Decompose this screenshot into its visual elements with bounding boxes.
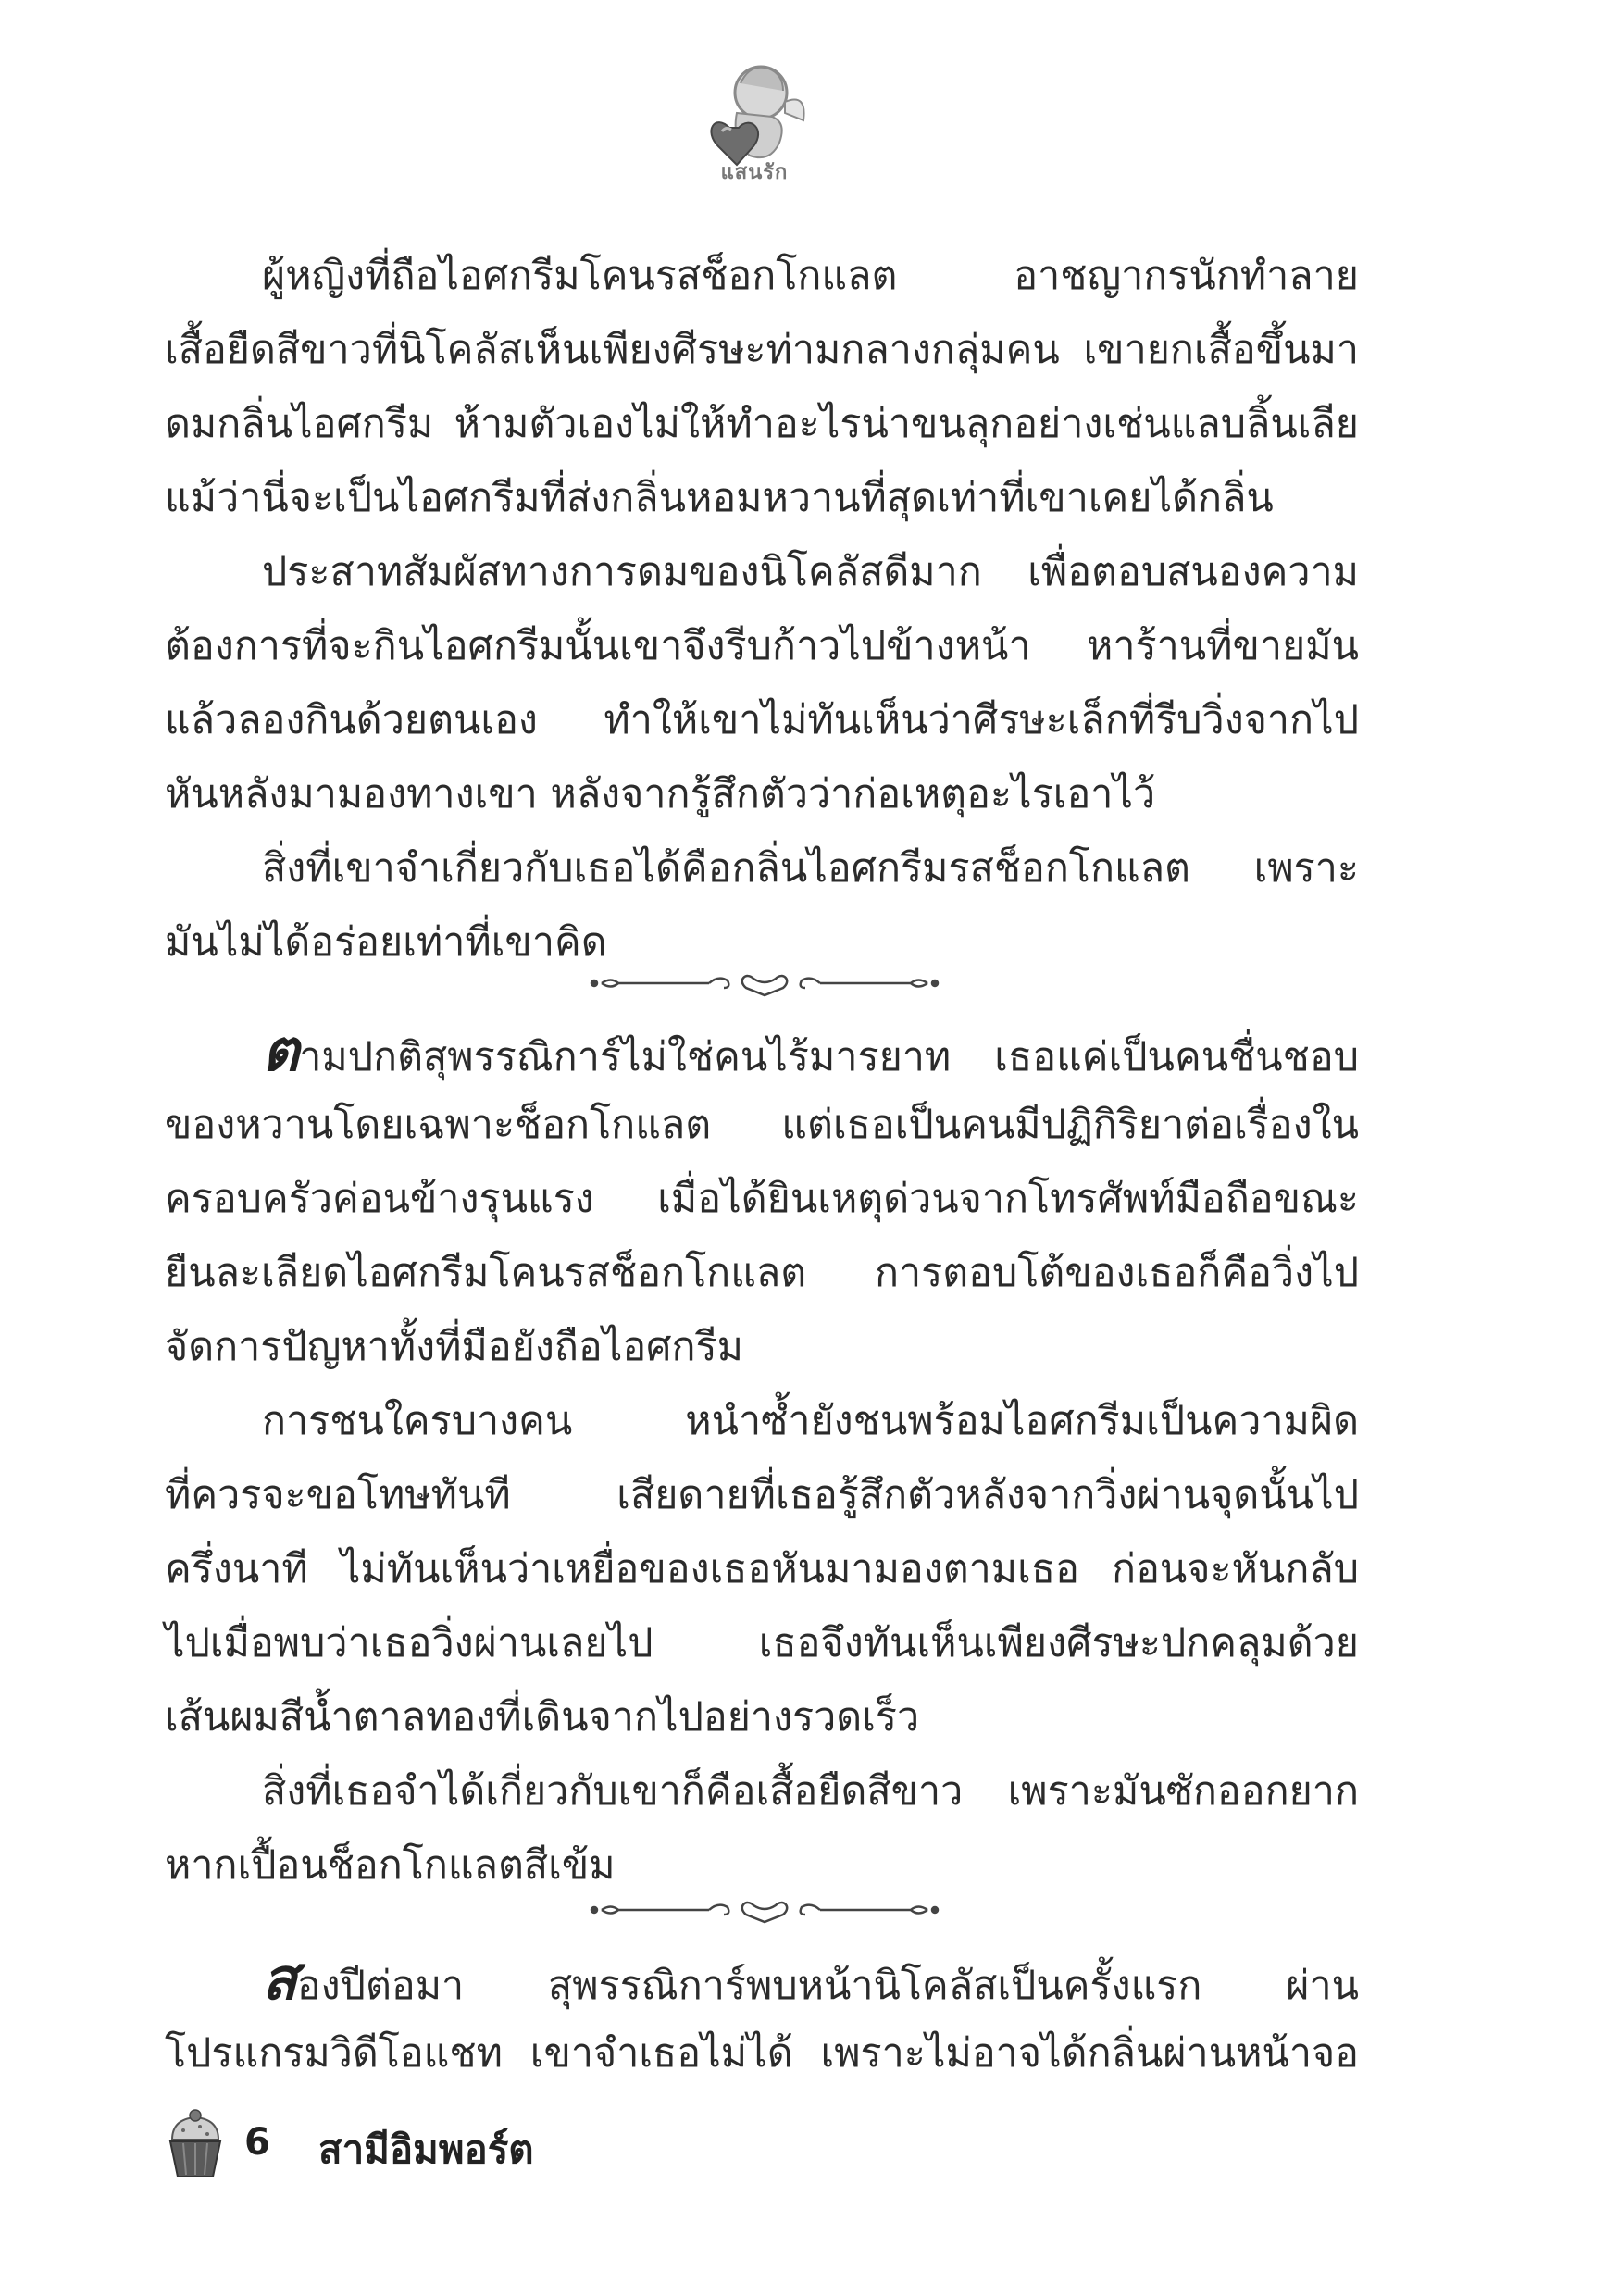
heart-divider-ornament	[589, 969, 940, 997]
logo-wordmark: แสนรัก	[720, 161, 789, 184]
text-line	[165, 1942, 1359, 2016]
text-line	[165, 1014, 1359, 1088]
paragraph-section-2	[165, 1014, 1359, 1903]
drop-cap: ต	[262, 1017, 300, 1084]
text-line: เส้นผมสีน้ำตาลทองที่เดินจากไปอย่างรวดเร็ว	[165, 1694, 920, 1741]
book-title: สามีอิมพอร์ต	[318, 2127, 534, 2172]
text-line: การชนใครบางคน หนำซ้ำยังชนพร้อมไอศกรีมเป็นความผิด	[262, 1398, 1359, 1444]
paragraph-section-3	[165, 1942, 1359, 2090]
text-line: โปรแกรมวิดีโอแชท เขาจำเธอไม่ได้ เพราะไม่อาจได้กลิ่นผ่านหน้าจอ	[165, 2030, 1359, 2077]
text-line: แล้วลองกินด้วยตนเอง ทำให้เขาไม่ทันเห็นว่าศีรษะเล็กที่รีบวิ่งจากไป	[165, 697, 1359, 743]
drop-cap: ส	[262, 1945, 297, 2013]
text-line: จัดการปัญหาทั้งที่มือยังถือไอศกรีม	[165, 1324, 743, 1370]
first-line-text: ามปกติสุพรรณิการ์ไม่ใช่คนไร้มารยาท เธอแค่เป็นคนชื่นชอบ	[299, 1034, 1359, 1080]
text-line: ผู้หญิงที่ถือไอศกรีมโคนรสช็อกโกแลต อาชญากรนักทำลาย	[262, 253, 1359, 299]
first-line-text: องปีต่อมา สุพรรณิการ์พบหน้านิโคลัสเป็นครั้งแรก ผ่าน	[296, 1963, 1359, 2009]
text-line: สิ่งที่เธอจำได้เกี่ยวกับเขาก็คือเสื้อยืดสีขาว เพราะมันซักออกยาก	[262, 1768, 1359, 1815]
text-line: สิ่งที่เขาจำเกี่ยวกับเธอได้คือกลิ่นไอศกรีมรสช็อกโกแลต เพราะ	[262, 845, 1359, 892]
text-line: แม้ว่านี่จะเป็นไอศกรีมที่ส่งกลิ่นหอมหวานที่สุดเท่าที่เขาเคยได้กลิ่น	[165, 475, 1274, 521]
text-line: ประสาทสัมผัสทางการดมของนิโคลัสดีมาก เพื่อตอบสนองความ	[262, 549, 1359, 595]
text-line: มันไม่ได้อร่อยเท่าที่เขาคิด	[165, 919, 607, 966]
text-line: ที่ควรจะขอโทษทันที เสียดายที่เธอรู้สึกตัวหลังจากวิ่งผ่านจุดนั้นไป	[165, 1472, 1359, 1518]
text-line: ของหวานโดยเฉพาะช็อกโกแลต แต่เธอเป็นคนมีปฏิกิริยาต่อเรื่องใน	[165, 1102, 1359, 1148]
text-line: ไปเมื่อพบว่าเธอวิ่งผ่านเลยไป เธอจึงทันเห็นเพียงศีรษะปกคลุมด้วย	[165, 1620, 1359, 1666]
text-line: ครึ่งนาที ไม่ทันเห็นว่าเหยื่อของเธอหันมามองตามเธอ ก่อนจะหันกลับ	[165, 1546, 1359, 1592]
text-line: เสื้อยืดสีขาวที่นิโคลัสเห็นเพียงศีรษะท่ามกลางกลุ่มคน เขายกเสื้อขึ้นมา	[165, 327, 1359, 373]
text-line: หากเปื้อนช็อกโกแลตสีเข้ม	[165, 1842, 616, 1889]
page-number: 6	[244, 2121, 270, 2164]
cupcake-icon	[165, 2106, 226, 2180]
text-line: ครอบครัวค่อนข้างรุนแรง เมื่อได้ยินเหตุด่วนจากโทรศัพท์มือถือขณะ	[165, 1176, 1359, 1222]
paragraph-section-1	[165, 239, 1359, 980]
text-line: ดมกลิ่นไอศกรีม ห้ามตัวเองไม่ให้ทำอะไรน่าขนลุกอย่างเช่นแลบลิ้นเลีย	[165, 401, 1359, 447]
heart-divider-ornament	[589, 1896, 940, 1924]
text-line: ยืนละเลียดไอศกรีมโคนรสช็อกโกแลต การตอบโต้ของเธอก็คือวิ่งไป	[165, 1250, 1359, 1296]
text-line: หันหลังมามองทางเขา หลังจากรู้สึกตัวว่าก่อเหตุอะไรเอาไว้	[165, 771, 1156, 817]
text-line: ต้องการที่จะกินไอศกรีมนั้นเขาจึงรีบก้าวไปข้างหน้า หาร้านที่ขายมัน	[165, 623, 1359, 669]
page-footer	[165, 2106, 813, 2180]
